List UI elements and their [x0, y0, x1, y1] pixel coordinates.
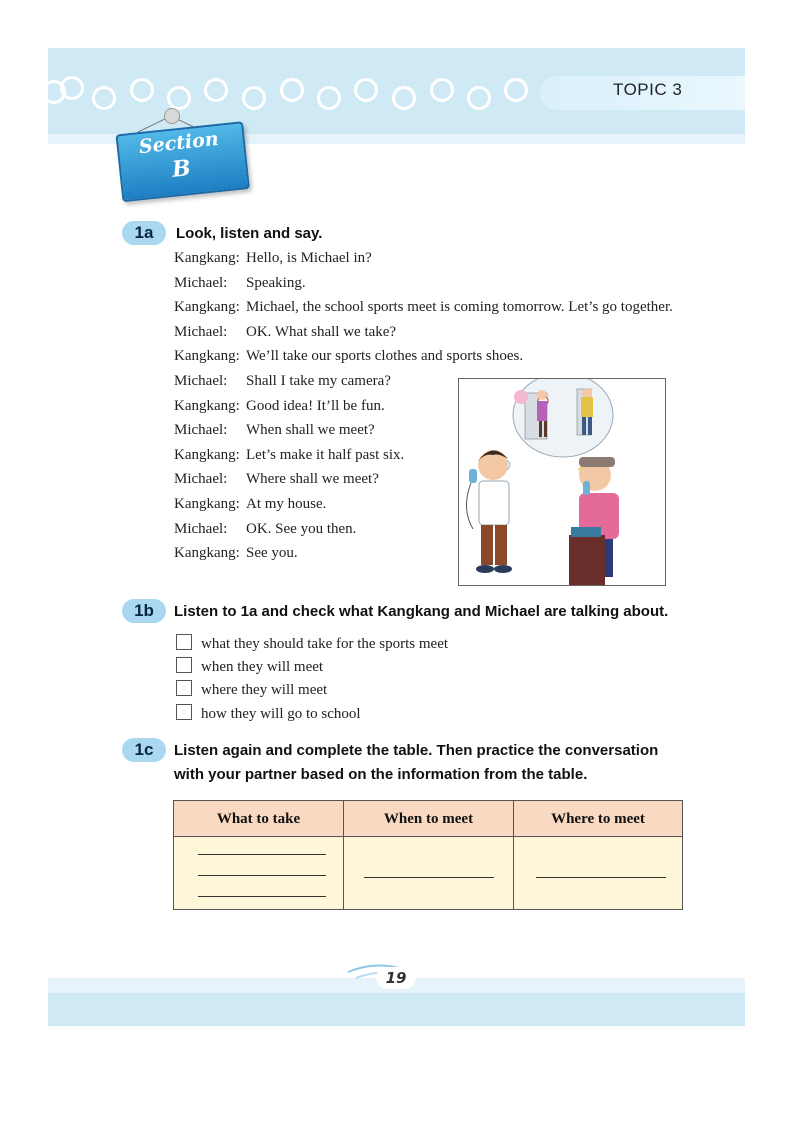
- speaker: Michael:: [174, 521, 228, 537]
- dialogue-line: [174, 545, 298, 562]
- heading-1b: Listen to 1a and check what Kangkang and Michael are talking about.: [174, 603, 669, 620]
- dialogue-line: [174, 324, 396, 341]
- page-number: 19: [376, 967, 416, 989]
- checklist-item[interactable]: [176, 634, 448, 653]
- topic-label: TOPIC 3: [613, 80, 683, 99]
- dialogue-line: [174, 521, 356, 538]
- line-text: Speaking.: [246, 275, 306, 291]
- checklist-item[interactable]: [176, 680, 327, 699]
- speaker: Kangkang:: [174, 299, 240, 315]
- answer-blank[interactable]: [198, 875, 326, 876]
- line-text: Where shall we meet?: [246, 471, 379, 487]
- table-header-where-to-meet: Where to meet: [514, 801, 682, 837]
- dialogue-line: [174, 250, 372, 267]
- answer-blank[interactable]: [536, 877, 666, 878]
- line-text: Michael, the school sports meet is coming tomorrow. Let’s go together.: [246, 299, 673, 315]
- checklist-item-text: where they will meet: [201, 682, 328, 698]
- empty-checkbox-icon[interactable]: [176, 634, 192, 650]
- line-text: We’ll take our sports clothes and sports shoes.: [246, 348, 524, 364]
- line-text: OK. See you then.: [246, 521, 357, 537]
- heading-1a: Look, listen and say.: [176, 225, 323, 242]
- illustration-drawing: [459, 379, 665, 585]
- table-cell-where-to-meet[interactable]: [514, 837, 682, 909]
- answer-blank[interactable]: [198, 896, 326, 897]
- line-text: When shall we meet?: [246, 422, 375, 438]
- speaker: Michael:: [174, 324, 228, 340]
- checklist-item[interactable]: [176, 704, 361, 723]
- line-text: At my house.: [246, 496, 327, 512]
- heading-1c-line1: Listen again and complete the table. Then practice the conversation: [174, 742, 659, 759]
- speaker: Michael:: [174, 422, 228, 438]
- speaker: Michael:: [174, 373, 228, 389]
- checklist-item-text: how they will go to school: [201, 706, 361, 722]
- dialogue-line: [174, 496, 326, 513]
- speaker: Kangkang:: [174, 496, 240, 512]
- dialogue-line: [174, 373, 391, 390]
- dialogue-line: [174, 348, 523, 365]
- two-boys-phone-call-illustration: [458, 378, 666, 586]
- line-text: Let’s make it half past six.: [246, 447, 405, 463]
- section-tag-letter: B: [170, 155, 193, 183]
- line-text: Shall I take my camera?: [246, 373, 391, 389]
- line-text: Hello, is Michael in?: [246, 250, 372, 266]
- table-header-what-to-take: What to take: [174, 801, 344, 837]
- line-text: Good idea! It’ll be fun.: [246, 398, 385, 414]
- line-text: See you.: [246, 545, 298, 561]
- answer-blank[interactable]: [364, 877, 494, 878]
- speaker: Kangkang:: [174, 447, 240, 463]
- answer-blank[interactable]: [198, 854, 326, 855]
- speaker: Michael:: [174, 275, 228, 291]
- checklist-item-text: when they will meet: [201, 659, 324, 675]
- speaker: Kangkang:: [174, 348, 240, 364]
- empty-checkbox-icon[interactable]: [176, 680, 192, 696]
- textbook-page: [48, 48, 745, 1026]
- table-header-when-to-meet: When to meet: [344, 801, 514, 837]
- table-cell-what-to-take[interactable]: [174, 837, 344, 909]
- section-tag-word: Section: [137, 127, 220, 159]
- answer-table: [173, 800, 683, 910]
- footer-band: [48, 993, 745, 1026]
- speaker: Kangkang:: [174, 398, 240, 414]
- line-text: OK. What shall we take?: [246, 324, 397, 340]
- speaker: Kangkang:: [174, 545, 240, 561]
- section-tag: [115, 114, 246, 197]
- dialogue-line: [174, 471, 379, 488]
- decorative-circles: [42, 76, 542, 116]
- empty-checkbox-icon[interactable]: [176, 657, 192, 673]
- speaker: Kangkang:: [174, 250, 240, 266]
- dialogue-line: [174, 447, 404, 464]
- badge-1a: 1a: [122, 221, 166, 245]
- checklist-item-text: what they should take for the sports meet: [201, 636, 449, 652]
- dialogue-line: [174, 299, 673, 316]
- speaker: Michael:: [174, 471, 228, 487]
- badge-1b: 1b: [122, 599, 166, 623]
- badge-1c: 1c: [122, 738, 166, 762]
- dialogue-line: [174, 422, 375, 439]
- checklist-item[interactable]: [176, 657, 323, 676]
- table-cell-when-to-meet[interactable]: [344, 837, 514, 909]
- heading-1c-line2: with your partner based on the information from the table.: [174, 766, 588, 783]
- empty-checkbox-icon[interactable]: [176, 704, 192, 720]
- dialogue-line: [174, 275, 306, 292]
- dialogue-line: [174, 398, 385, 415]
